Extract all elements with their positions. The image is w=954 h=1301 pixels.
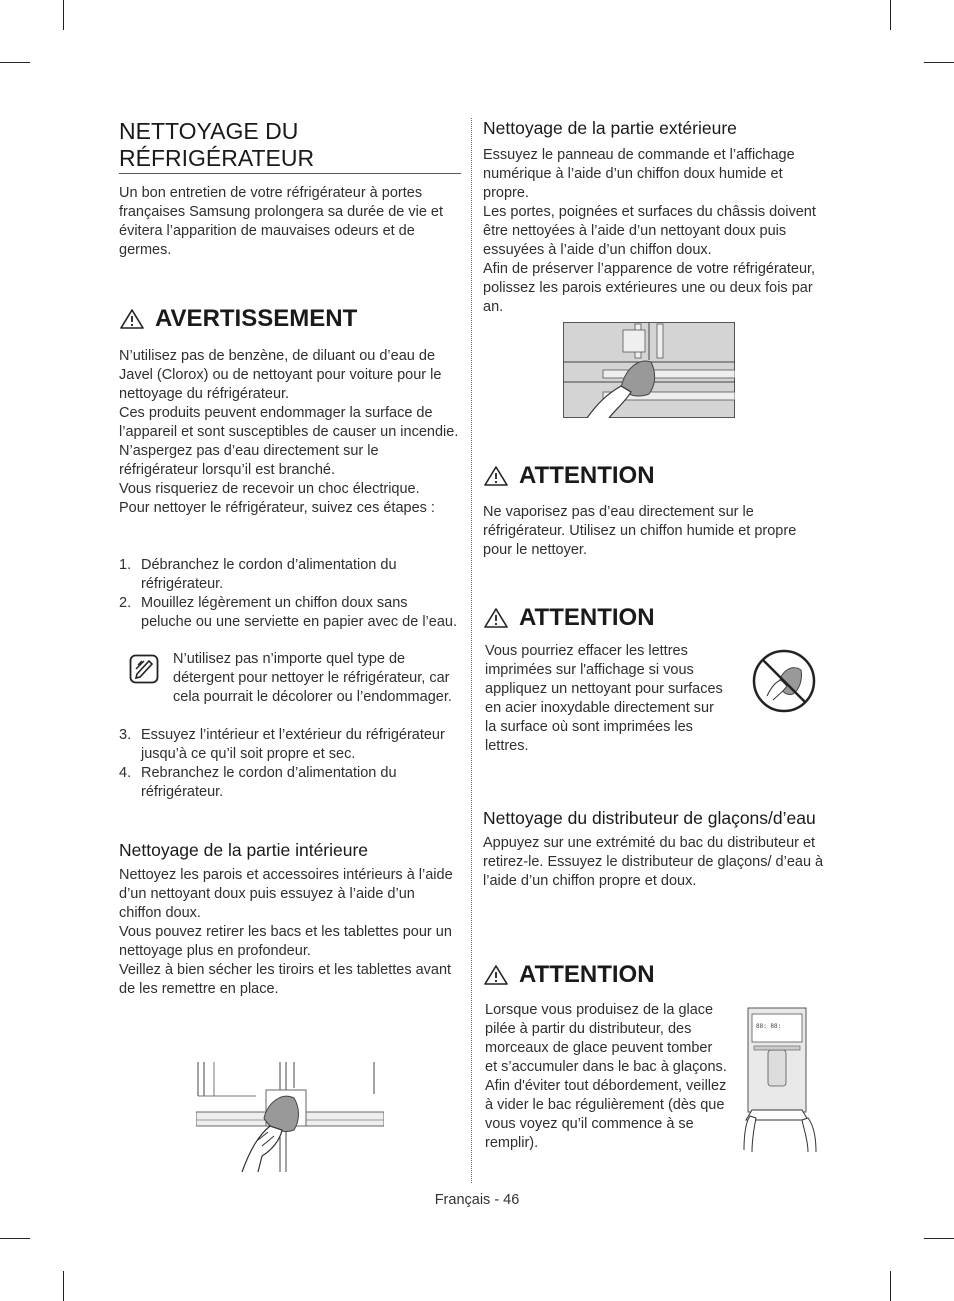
crop-mark [924, 62, 954, 63]
attention-1-label: ATTENTION [519, 462, 655, 489]
steps-list-b [119, 726, 461, 802]
right-column [483, 118, 825, 317]
exterior-heading: Nettoyage de la partie extérieure [483, 118, 737, 138]
crop-mark [890, 0, 891, 30]
crop-mark [924, 1238, 954, 1239]
intro-text: Un bon entretien de votre réfrigérateur à portes françaises Samsung prolongera sa durée de vie et évitera l’apparition de mauvaises odeurs et de germes. [119, 185, 444, 258]
warning-triangle-icon [483, 465, 509, 487]
crop-mark [63, 0, 64, 30]
crop-mark [0, 62, 30, 63]
list-item: 1. Débranchez le cordon d’alimentation du réfrigérateur. [119, 557, 397, 592]
list-item: 4. Rebranchez le cordon d’alimentation du réfrigérateur. [119, 765, 397, 800]
warning-triangle-icon [119, 308, 145, 330]
crop-mark [0, 1238, 30, 1239]
crop-mark [63, 1271, 64, 1301]
attention-1 [483, 462, 825, 560]
note-text: N’utilisez pas n’importe quel type de détergent pour nettoyer le réfrigérateur, car cela pourrait le décolorer ou l’endommager. [173, 651, 452, 705]
attention-2-text: Vous pourriez effacer les lettres imprimées sur l'affichage si vous appliquez un nettoyant pour surfaces en acier inoxydable directement sur la surface où sont imprimées les lettres. [485, 643, 723, 754]
attention-1-text: Ne vaporisez pas d’eau directement sur le réfrigérateur. Utilisez un chiffon humide et propre pour le nettoyer. [483, 504, 797, 558]
exterior-text: Essuyez le panneau de commande et l’affichage numérique à l’aide d’un chiffon doux humide et propre. Les portes, poignées et surfaces du châssis doivent être nettoyées à l’aide d’un nettoyant doux puis essuyées à l’aide d’un chiffon doux. Afin de préserver l’apparence de votre réfrigérateur, polissez les parois extérieures une ou deux fois par an. [483, 147, 816, 315]
attention-2-label: ATTENTION [519, 604, 655, 631]
warning-triangle-icon [483, 607, 509, 629]
steps-list-a [119, 556, 461, 632]
warning-heading [119, 305, 461, 333]
list-item: 3. Essuyez l’intérieur et l’extérieur du réfrigérateur jusqu’à ce qu’il soit propre et sec. [119, 727, 445, 762]
interior-cleaning-illustration [196, 1060, 384, 1172]
attention-1-heading [483, 462, 825, 490]
page-title: NETTOYAGE DU RÉFRIGÉRATEUR [119, 118, 461, 174]
dispenser-heading: Nettoyage du distributeur de glaçons/d’eau [483, 808, 816, 828]
attention-3-text: Lorsque vous produisez de la glace pilée à partir du distributeur, des morceaux de glace peuvent tomber et s’accumuler dans le bac à glaçons. Afin d'éviter tout débordement, veillez à vider le bac régulièrement (dès que vous voyez qu’il commence à se remplir). [485, 1002, 727, 1151]
list-item: 2. Mouillez légèrement un chiffon doux sans peluche ou une serviette en papier avec de l’eau. [119, 595, 457, 630]
no-spray-icon [751, 648, 817, 714]
note-box [119, 650, 461, 707]
warning-triangle-icon [483, 964, 509, 986]
interior-text: Nettoyez les parois et accessoires intérieurs à l’aide d’un nettoyant doux puis essuyez à l’aide d’un chiffon doux. Vous pouvez retirer les bacs et les tablettes pour un nettoyage plus en profondeur. Veillez à bien sécher les tiroirs et les tablettes avant de les remettre en place. [119, 867, 453, 997]
warning-heading-label: AVERTISSEMENT [155, 305, 358, 332]
dispenser-illustration [742, 1006, 824, 1154]
dispenser-text: Appuyez sur une extrémité du bac du distributeur et retirez-le. Essuyez le distributeur de glaçons/ d’eau à l’aide d’un chiffon propre et doux. [483, 835, 824, 889]
page-footer: Français - 46 [434, 1192, 520, 1208]
attention-3-label: ATTENTION [519, 961, 655, 988]
svg-text:88: 88:: 88: 88: [756, 1023, 782, 1030]
dispenser-section [483, 808, 825, 891]
exterior-cleaning-illustration [563, 322, 735, 418]
column-divider [471, 118, 472, 1183]
interior-heading: Nettoyage de la partie intérieure [119, 840, 369, 860]
warning-text: N’utilisez pas de benzène, de diluant ou d’eau de Javel (Clorox) ou de nettoyant pour voiture pour le nettoyage du réfrigérateur. Ces produits peuvent endommager la surface de l’appareil et sont susceptibles de causer un incendie. N’aspergez pas d’eau directement sur le réfrigérateur lorsqu’il est branché. Vous risqueriez de recevoir un choc électrique. Pour nettoyer le réfrigérateur, suivez ces étapes : [119, 348, 459, 516]
note-pencil-icon [129, 654, 159, 684]
crop-mark [890, 1271, 891, 1301]
left-column [119, 118, 461, 999]
attention-2-heading [483, 604, 825, 632]
attention-3-heading [483, 961, 825, 989]
